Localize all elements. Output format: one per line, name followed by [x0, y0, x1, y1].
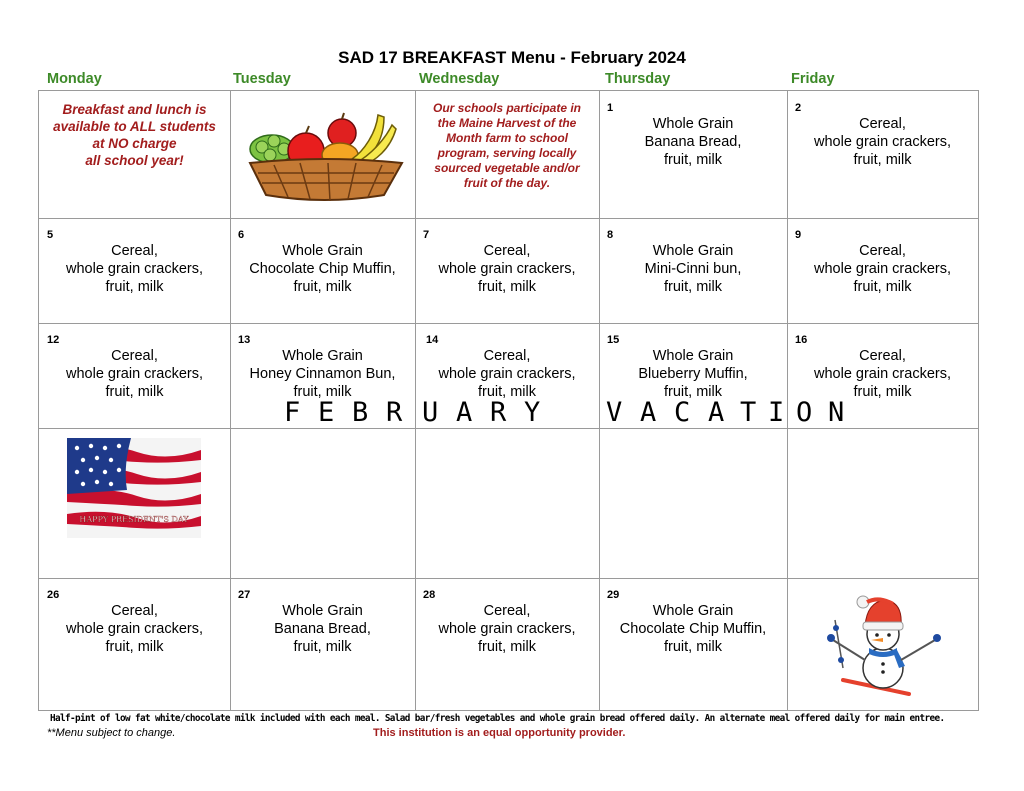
menu-text: Cereal, whole grain crackers, fruit, milk — [814, 348, 951, 400]
february-vacation-banner: F E B R U A R Y V A C A T I O N — [284, 397, 845, 428]
day-cell-9 — [787, 218, 978, 323]
footer-milk-note: Half-pint of low fat white/chocolate milk included with each meal. Salad bar/fresh vegetables and whole grain bread offered daily. An alternate meal offered daily for main entree. — [50, 713, 945, 724]
maine-harvest-note: Our schools participate in the Maine Harvest of the Month farm to school program, serving locally sourced vegetable and/or fruit of the day. — [432, 101, 582, 190]
menu-text: Whole Grain Banana Bread, fruit, milk — [274, 603, 371, 655]
day-number: 27 — [238, 589, 251, 601]
footer-equal-opportunity: This institution is an equal opportunity provider. — [373, 727, 626, 739]
day-cell-29 — [599, 578, 787, 710]
cell-presidents-day — [39, 428, 230, 578]
day-cell-26 — [39, 578, 230, 710]
menu-text: Cereal, whole grain crackers, fruit, milk — [438, 603, 576, 655]
day-cell-5 — [39, 218, 230, 323]
cell-maine-harvest-note — [415, 91, 599, 218]
menu-text: Cereal, whole grain crackers, fruit, milk — [438, 348, 576, 400]
day-number: 2 — [795, 102, 802, 114]
day-number: 16 — [795, 334, 808, 346]
menu-text: Whole Grain Banana Bread, fruit, milk — [644, 116, 742, 168]
cell-breakfast-note — [39, 91, 230, 218]
day-cell-6 — [230, 218, 415, 323]
breakfast-note: Breakfast and lunch is available to ALL students at NO charge all school year! — [53, 102, 216, 168]
weekday-friday: Friday — [791, 71, 835, 87]
day-cell-28 — [415, 578, 599, 710]
presidents-day-text: HAPPY PRESIDENT'S DAY — [79, 515, 189, 524]
weekday-monday: Monday — [47, 71, 102, 87]
menu-text: Whole Grain Chocolate Chip Muffin, fruit, milk — [249, 243, 396, 295]
day-number: 28 — [423, 589, 436, 601]
day-cell-1 — [599, 91, 787, 218]
menu-text: Whole Grain Chocolate Chip Muffin, fruit, milk — [619, 603, 767, 655]
vacation-cell-thu — [599, 428, 787, 578]
american-flag-icon — [67, 438, 201, 538]
day-number: 15 — [607, 334, 620, 346]
weekday-wednesday: Wednesday — [419, 71, 500, 87]
day-cell-27 — [230, 578, 415, 710]
day-number: 8 — [607, 229, 614, 241]
menu-text: Cereal, whole grain crackers, fruit, milk — [66, 603, 203, 655]
day-number: 14 — [426, 334, 439, 346]
cell-fruit-basket — [230, 91, 415, 218]
weekday-tuesday: Tuesday — [233, 71, 291, 87]
day-number: 7 — [423, 229, 430, 241]
day-number: 12 — [47, 334, 60, 346]
menu-text: Cereal, whole grain crackers, fruit, milk — [66, 348, 203, 400]
day-cell-7 — [415, 218, 599, 323]
menu-text: Whole Grain Honey Cinnamon Bun, fruit, milk — [249, 348, 396, 400]
weekday-thursday: Thursday — [605, 71, 671, 87]
day-number: 26 — [47, 589, 60, 601]
vacation-cell-tue — [230, 428, 415, 578]
day-number: 29 — [607, 589, 620, 601]
cell-snowman — [787, 578, 978, 710]
menu-text: Cereal, whole grain crackers, fruit, milk — [66, 243, 203, 295]
menu-text: Cereal, whole grain crackers, fruit, milk — [438, 243, 576, 295]
menu-text: Whole Grain Mini-Cinni bun, fruit, milk — [644, 243, 742, 295]
day-number: 5 — [47, 229, 54, 241]
menu-text: Whole Grain Blueberry Muffin, fruit, milk — [638, 348, 748, 400]
day-number: 1 — [607, 102, 614, 114]
vacation-cell-fri — [787, 428, 978, 578]
day-number: 9 — [795, 229, 802, 241]
snowman-skier-icon — [823, 590, 943, 698]
fruit-basket-icon — [244, 111, 406, 203]
day-cell-2 — [787, 91, 978, 218]
page-title: SAD 17 BREAKFAST Menu - February 2024 — [338, 48, 686, 67]
day-number: 13 — [238, 334, 251, 346]
day-cell-8 — [599, 218, 787, 323]
day-number: 6 — [238, 229, 245, 241]
vacation-cell-wed — [415, 428, 599, 578]
menu-text: Cereal, whole grain crackers, fruit, milk — [814, 243, 951, 295]
footer-menu-subject: **Menu subject to change. — [47, 727, 176, 739]
menu-text: Cereal, whole grain crackers, fruit, milk — [814, 116, 951, 168]
